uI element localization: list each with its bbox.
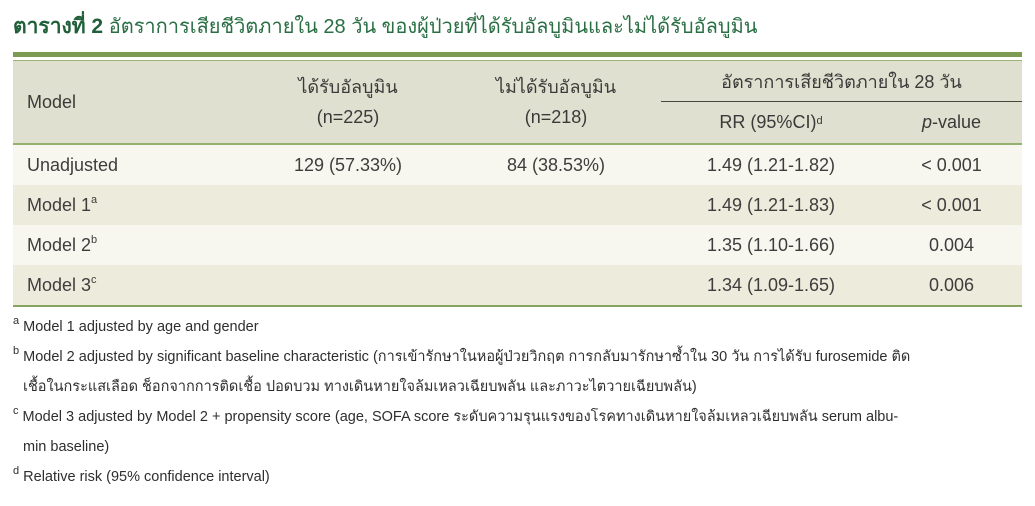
table-row-model3	[13, 265, 1022, 305]
header-cell-pvalue	[881, 102, 1022, 142]
model-label: Model 3	[27, 274, 92, 295]
table-caption	[13, 10, 757, 43]
model-sup: b	[91, 233, 98, 246]
cell-pvalue: 0.006	[928, 274, 975, 295]
header-p-italic: p	[921, 111, 932, 132]
cell-pvalue: < 0.001	[921, 154, 982, 175]
footnote-c-line2: min baseline)	[23, 439, 110, 455]
table-row-unadjusted	[13, 145, 1022, 185]
cell-pvalue: 0.004	[928, 234, 975, 255]
footnote-b-line2: เชื้อในกระแสเลือด ช็อกจากการติดเชื้อ ปอดบวม ทางเดินหายใจล้มเหลวเฉียบพลัน และภาวะไตวายเฉียบพลัน)	[23, 379, 697, 395]
cell-pvalue: < 0.001	[921, 194, 982, 215]
cell-rr: 1.49 (1.21-1.82)	[706, 154, 836, 175]
model-label: Model 2	[27, 234, 92, 255]
table-caption-number: ตารางที่ 2	[13, 15, 104, 38]
cell-model	[13, 155, 245, 176]
header-mortality-title: อัตราการเสียชีวิตภายใน 28 วัน	[721, 71, 962, 92]
table-body	[13, 145, 1022, 307]
model-label: Model 1	[27, 194, 92, 215]
cell-model	[13, 235, 245, 256]
footnote-d-sup: d	[13, 465, 20, 478]
model-label: Unadjusted	[27, 154, 119, 175]
cell-no-albumin: 84 (38.53%)	[506, 154, 606, 175]
footnote-b-sup: b	[13, 345, 20, 358]
header-albumin-n: (n=225)	[316, 107, 380, 127]
cell-rr: 1.49 (1.21-1.83)	[706, 194, 836, 215]
header-no-albumin-line1: ไม่ได้รับอัลบูมิน	[495, 77, 617, 97]
table-row-model1	[13, 185, 1022, 225]
table-row-model2	[13, 225, 1022, 265]
cell-rr: 1.35 (1.10-1.66)	[706, 234, 836, 255]
footnotes	[13, 312, 1025, 492]
footnote-d-text: Relative risk (95% confidence interval)	[23, 469, 270, 485]
header-albumin-line1: ได้รับอัลบูมิน	[298, 77, 398, 97]
model-sup: a	[91, 193, 98, 206]
footnote-c	[13, 402, 1025, 462]
footnote-a	[13, 312, 1025, 342]
footnote-c-line1: Model 3 adjusted by Model 2 + propensity score (age, SOFA score ระดับความรุนแรงของโรคทางเดินหายใจล้มเหลวเฉียบพลัน serum albu-	[22, 409, 899, 425]
footnote-b	[13, 342, 1025, 402]
header-cell-albumin	[245, 61, 451, 143]
cell-model	[13, 275, 245, 296]
results-table	[13, 52, 1022, 307]
footnote-b-line1: Model 2 adjusted by significant baseline characteristic (การเข้ารักษาในหอผู้ป่วยวิกฤต การกลับมารักษาซ้ำใน 30 วัน การได้รับ furosemide ติด	[23, 349, 911, 365]
header-group-mortality	[661, 61, 1022, 143]
footnote-a-text: Model 1 adjusted by age and gender	[23, 319, 259, 335]
cell-model	[13, 195, 245, 216]
header-p-rest: -value	[931, 111, 982, 132]
footnote-d	[13, 462, 1025, 492]
footnote-a-sup: a	[13, 315, 20, 328]
header-cell-model: Model	[27, 91, 77, 112]
header-cell-no-albumin	[451, 61, 661, 143]
header-no-albumin-n: (n=218)	[524, 107, 588, 127]
cell-albumin: 129 (57.33%)	[293, 154, 403, 175]
cell-rr: 1.34 (1.09-1.65)	[706, 274, 836, 295]
header-mortality-subrow	[661, 102, 1022, 142]
table-header	[13, 61, 1022, 145]
model-sup: c	[91, 273, 97, 286]
footnote-c-sup: c	[13, 405, 19, 418]
header-rr-label: RR (95%CI)	[719, 111, 817, 132]
header-cell-rr: RR (95%CI) $^d$	[719, 111, 823, 132]
table-caption-text: อัตราการเสียชีวิตภายใน 28 วัน ของผู้ป่วยที่ได้รับอัลบูมินและไม่ได้รับอัลบูมิน	[108, 16, 758, 38]
